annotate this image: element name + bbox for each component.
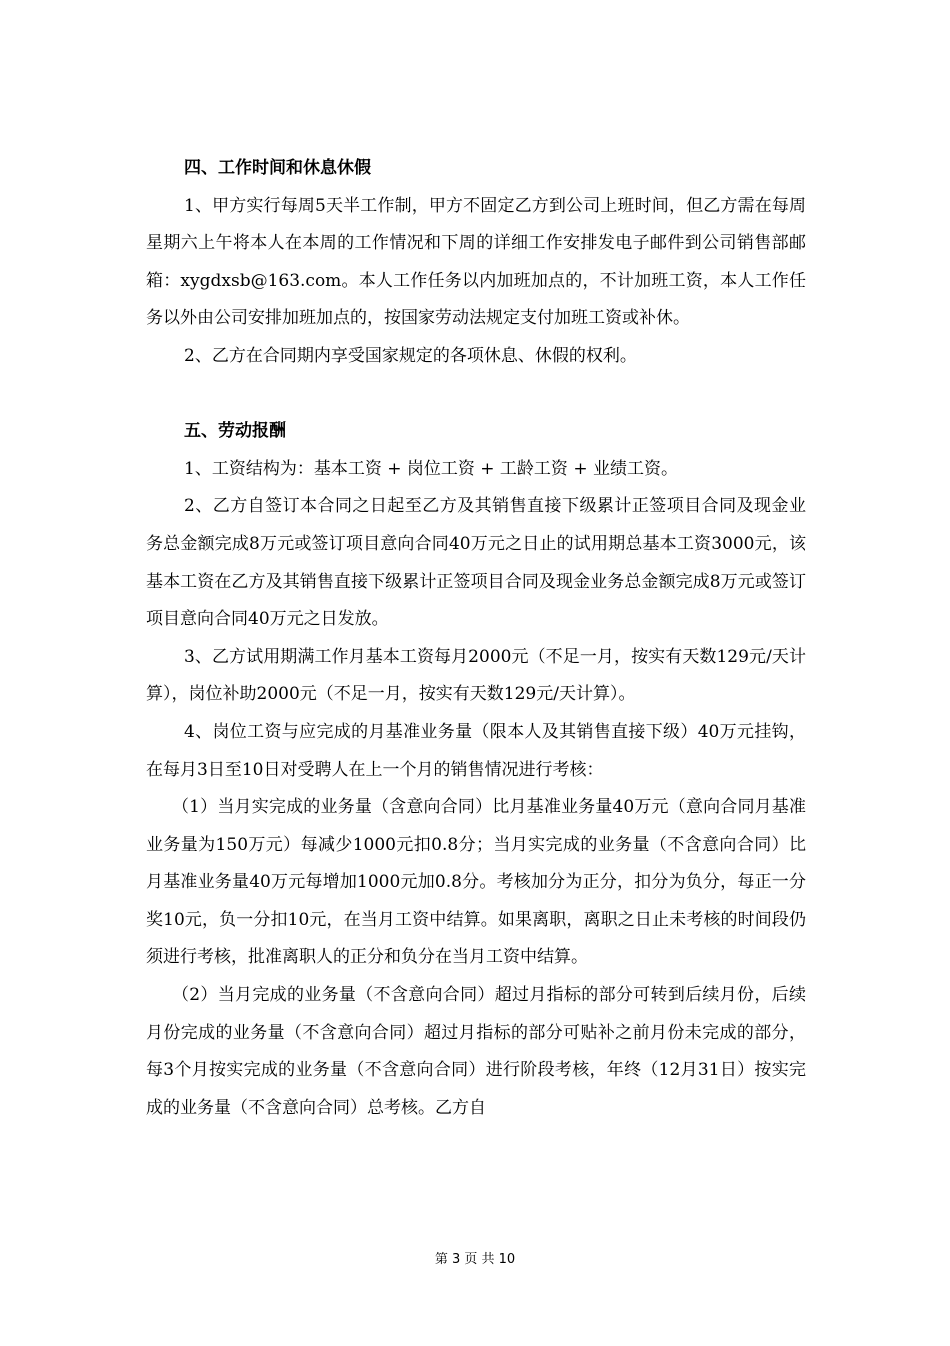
document-page — [146, 150, 806, 1127]
section-5-item-2: （2）当月完成的业务量（不含意向合同）超过月指标的部分可转到后续月份，后续月份完成的业务量（不含意向合同）超过月指标的部分可贴补之前月份未完成的部分，每3个月按实完成的业务量（不含意向合同）进行阶段考核，年终（12月31日）按实完成的业务量（不含意向合同）总考核。乙方自 — [146, 985, 806, 1118]
section-4-heading: 四、工作时间和休息休假 — [184, 158, 371, 178]
section-4-paragraph-2: 2、乙方在合同期内享受国家规定的各项休息、休假的权利。 — [184, 345, 637, 366]
section-5-paragraph-4: 4、岗位工资与应完成的月基准业务量（限本人及其销售直接下级）40万元挂钩，在每月3日至10日对受聘人在上一个月的销售情况进行考核： — [146, 721, 806, 780]
section-5-heading: 五、劳动报酬 — [184, 421, 286, 442]
page-number-footer: 第 3 页 共 10 — [434, 1252, 516, 1267]
section-5-item-1: （1）当月实完成的业务量（含意向合同）比月基准业务量40万元（意向合同月基准业务量为150万元）每减少1000元扣0.8分；当月实完成的业务量（不含意向合同）比月基准业务量40万元每增加1000元加0.8分。考核加分为正分，扣分为负分，每正一分奖10元，负一分扣10元，在当月工资中结算。如果离职，离职之日止未考核的时间段仍须进行考核，批准离职人的正分和负分在当月工资中结算。 — [146, 797, 806, 968]
section-spacer — [146, 376, 806, 414]
section-5-paragraph-3: 3、乙方试用期满工作月基本工资每月2000元（不足一月，按实有天数129元/天计算），岗位补助2000元（不足一月，按实有天数129元/天计算）。 — [146, 646, 806, 705]
section-5-paragraph-1: 1、工资结构为：基本工资 + 岗位工资 + 工龄工资 + 业绩工资。 — [184, 458, 678, 479]
section-5-paragraph-2: 2、乙方自签订本合同之日起至乙方及其销售直接下级累计正签项目合同及现金业务总金额完成8万元或签订项目意向合同40万元之日止的试用期总基本工资3000元，该基本工资在乙方及其销售直接下级累计正签项目合同及现金业务总金额完成8万元或签订项目意向合同40万元之日发放。 — [146, 496, 806, 630]
section-4-paragraph-1: 1、甲方实行每周5天半工作制，甲方不固定乙方到公司上班时间，但乙方需在每周星期六上午将本人在本周的工作情况和下周的详细工作安排发电子邮件到公司销售部邮箱：xygdxsb@163.com。本人工作任务以内加班加点的，不计加班工资，本人工作任务以外由公司安排加班加点的，按国家劳动法规定支付加班工资或补休。 — [146, 195, 806, 329]
